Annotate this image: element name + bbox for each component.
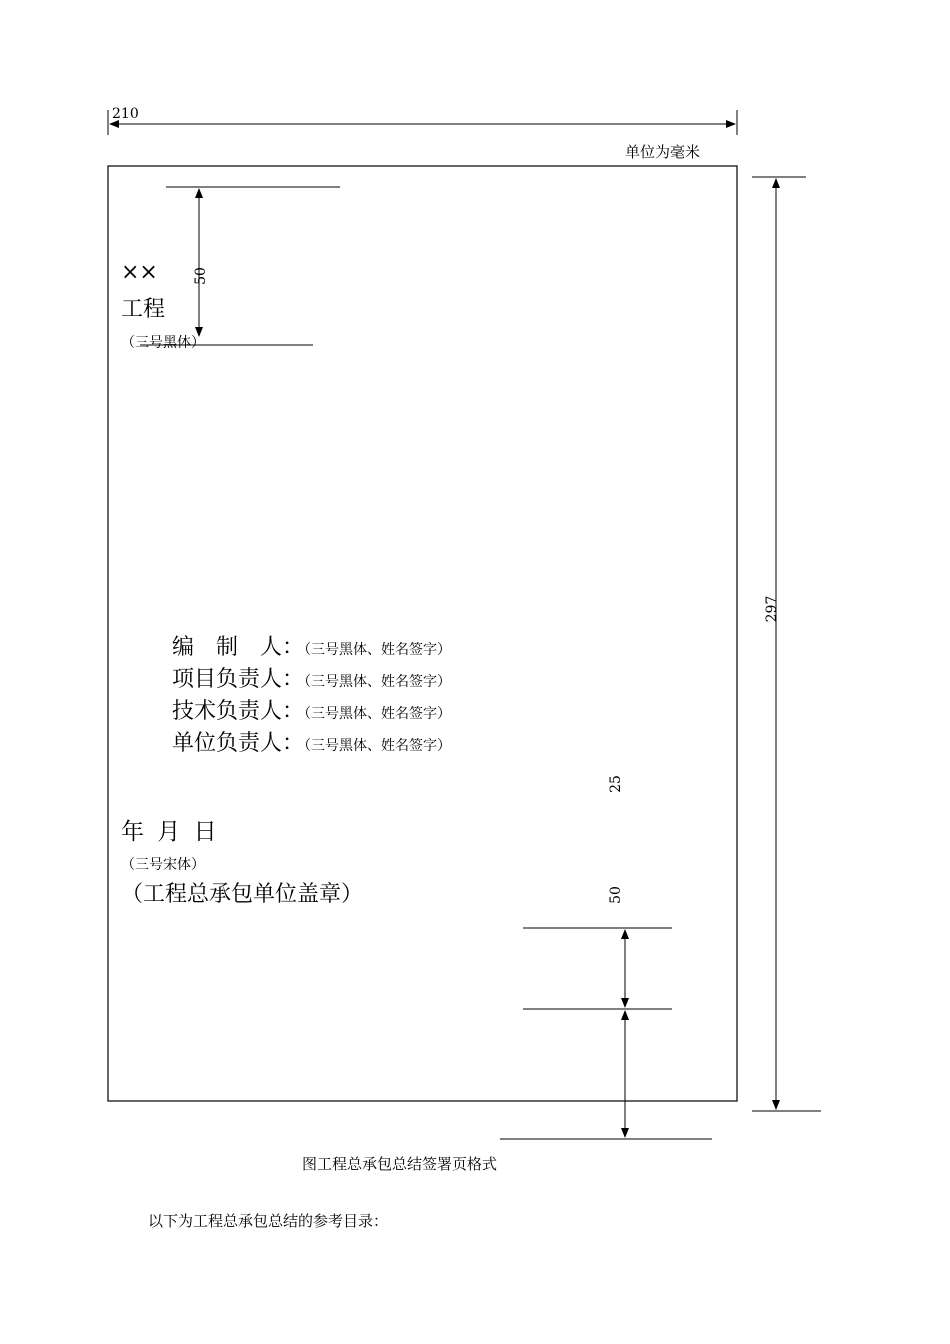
seal-line: （工程总承包单位盖章）: [121, 882, 364, 907]
footer-text: 以下为工程总承包总结的参考目录：: [148, 1212, 389, 1230]
top-margin-label: 50: [193, 267, 209, 285]
signer-role: 技术负责人：: [172, 699, 305, 724]
title-line-1: ××: [121, 260, 158, 285]
date-line: 年 月 日: [121, 819, 217, 845]
signer-role: 编 制 人：: [172, 635, 305, 660]
signer-hint: （三号黑体、姓名签字）: [304, 738, 452, 754]
signer-row: [172, 662, 451, 693]
title-line-2: 工程: [121, 297, 166, 322]
signer-row: [172, 630, 451, 661]
signer-hint: （三号黑体、姓名签字）: [304, 674, 452, 690]
gap-label-25: 25: [608, 775, 624, 793]
height-label: 297: [764, 595, 780, 623]
signer-row: [172, 726, 451, 757]
title-hint: （三号黑体）: [121, 335, 205, 351]
unit-note: 单位为毫米: [625, 143, 701, 161]
signer-row: [172, 694, 451, 725]
signer-hint: （三号黑体、姓名签字）: [304, 642, 452, 658]
figure-caption: 图工程总承包总结签署页格式: [302, 1155, 498, 1173]
signer-hint: （三号黑体、姓名签字）: [304, 706, 452, 722]
width-label: 210: [112, 106, 139, 122]
signer-role: 单位负责人：: [172, 731, 305, 756]
signer-role: 项目负责人：: [172, 667, 305, 692]
bottom-label-50: 50: [608, 886, 624, 904]
date-hint: （三号宋体）: [121, 857, 205, 873]
